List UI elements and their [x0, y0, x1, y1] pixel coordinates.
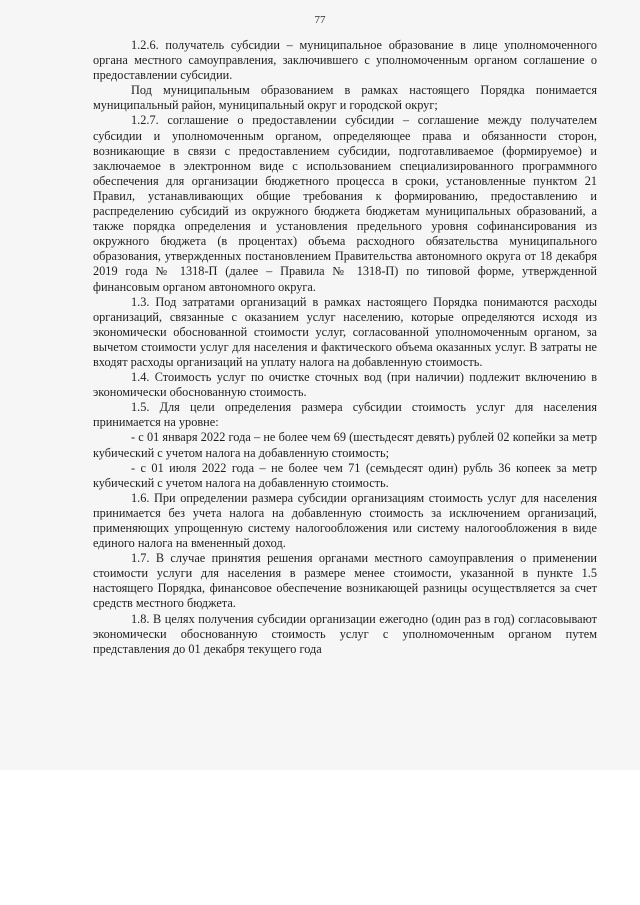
paragraph-1-2-6: 1.2.6. получатель субсидии – муниципальное образование в лице уполномоченного органа местного самоуправления, заключившего с уполномоченным органом соглашение о предоставлении субсидии. — [93, 38, 597, 83]
list-item-january-2022: - с 01 января 2022 года – не более чем 69 (шестьдесят девять) рублей 02 копейки за метр кубический с учетом налога на добавленную стоимость; — [93, 430, 597, 460]
list-item-july-2022: - с 01 июля 2022 года – не более чем 71 (семьдесят один) рубль 36 копеек за метр кубический с учетом налога на добавленную стоимость. — [93, 460, 597, 490]
paragraph-1-2-7: 1.2.7. соглашение о предоставлении субсидии – соглашение между получателем субсидии и уполномоченным органом, определяющее права и обязанности сторон, возникающие в связи с предоставлением субсидии, подготавливаемое (формируемое) и заключаемое в электронном виде с использованием специализированного программного обеспечения для организации бюджетного процесса в сроки, установленные пунктом 21 Правил, устанавливающих общие требования к формированию, предоставлению и распределению субсидий из окружного бюджета бюджетам муниципальных образований, а также порядка определения и установления предельного уровня софинансирования из окружного бюджета (в процентах) объема расходного обязательства муниципального образования, утвержденных постановлением Правительства автономного округа от 18 декабря 2019 года № 1318-П (далее – Правила № 1318-П) по типовой форме, утвержденной финансовым органом автономного округа. — [93, 113, 597, 294]
document-body — [93, 38, 597, 657]
paragraph-1-3: 1.3. Под затратами организаций в рамках настоящего Порядка понимаются расходы организаций, связанные с оказанием услуг населению, которые определяются исходя из экономически обоснованной стоимости услуг, согласованной уполномоченным органом, за вычетом стоимости услуг для населения и фактического объема оказанных услуг. В затраты не входят расходы организаций на уплату налога на добавленную стоимость. — [93, 294, 597, 369]
paragraph-1-6: 1.6. При определении размера субсидии организациям стоимость услуг для населения принимается без учета налога на добавленную стоимость за исключением организаций, применяющих упрощенную систему налогообложения или систему налогообложения в виде единого налога на вмененный доход. — [93, 490, 597, 551]
paragraph-1-5: 1.5. Для цели определения размера субсидии стоимость услуг для населения принимается на уровне: — [93, 400, 597, 430]
page-number: 77 — [314, 14, 326, 26]
paragraph-1-4: 1.4. Стоимость услуг по очистке сточных вод (при наличии) подлежит включению в экономически обоснованную стоимость. — [93, 370, 597, 400]
paragraph-municipal-definition: Под муниципальным образованием в рамках настоящего Порядка понимается муниципальный район, муниципальный округ и городской округ; — [93, 83, 597, 113]
paragraph-1-8: 1.8. В целях получения субсидии организации ежегодно (один раз в год) согласовывают экономически обоснованную стоимость услуг с уполномоченным органом путем представления до 01 декабря текущего года — [93, 611, 597, 656]
paragraph-1-7: 1.7. В случае принятия решения органами местного самоуправления о применении стоимости услуги для населения в размере менее стоимости, указанной в пункте 1.5 настоящего Порядка, финансовое обеспечение возникающей разницы осуществляется за счет средств местного бюджета. — [93, 551, 597, 611]
